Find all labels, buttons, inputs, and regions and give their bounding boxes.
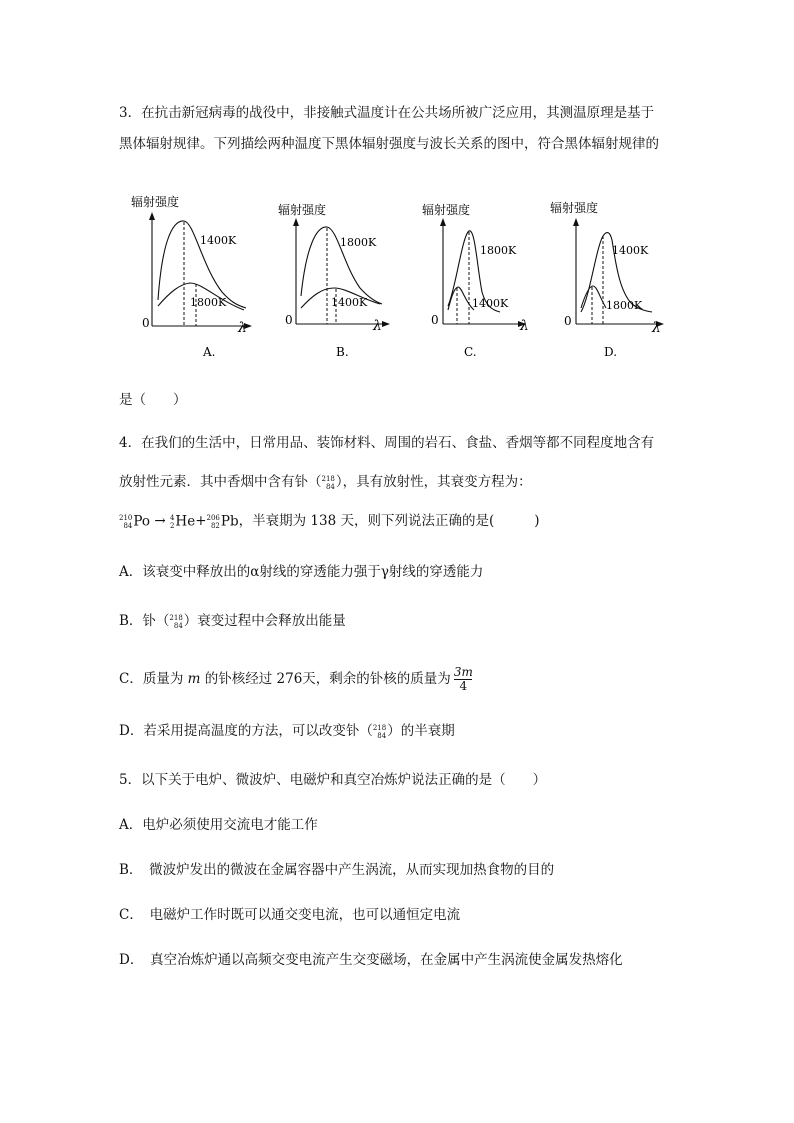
q4-option-a: A．该衰变中释放出的α射线的穿透能力强于γ射线的穿透能力 (119, 564, 484, 580)
eq-pb (207, 514, 239, 530)
graph-c-lower-label: 1400K (472, 297, 509, 310)
q4-option-c-pre: C．质量为 (119, 671, 184, 687)
eq-he-atomic: 2 (169, 521, 175, 530)
graph-a (118, 188, 258, 364)
q4-stem-line2-post: ），具有放射性，其衰变方程为： (335, 474, 532, 490)
eq-pb-mass: 206 (206, 513, 220, 522)
q4-option-c (119, 666, 473, 693)
graph-d-y-label: 辐射强度 (550, 201, 599, 215)
eq-he-mass: 4 (169, 513, 175, 522)
q5-option-b: B． 微波炉发出的微波在金属容器中产生涡流，从而实现加热食物的目的 (119, 862, 555, 878)
graph-b-svg (256, 188, 396, 364)
q4-stem-line2-pre: 放射性元素．其中香烟中含有钋（ (119, 474, 322, 490)
graph-b-x-label: λ (373, 318, 382, 334)
po-nuclide-b (169, 614, 183, 630)
graph-b-upper-label: 1800K (340, 236, 377, 249)
graph-c (410, 188, 550, 364)
po-atomic-b: 84 (173, 621, 183, 630)
eq-close: ) (534, 513, 540, 529)
eq-pb-symbol: Pb (220, 513, 239, 529)
graph-d-x-label: λ (652, 320, 661, 336)
eq-he (170, 514, 195, 530)
graph-a-x-label: λ (238, 320, 247, 336)
eq-po-atomic: 84 (123, 521, 133, 530)
q3-stem-end: 是（ ） (119, 392, 187, 408)
q4-stem-line2 (119, 472, 532, 492)
graph-a-option: A. (203, 345, 216, 359)
graph-c-x-label: λ (520, 318, 529, 334)
q4-option-b-pre: B．钋（ (119, 613, 170, 629)
q3-stem-line1: 3．在抗击新冠病毒的战役中，非接触式温度计在公共场所被广泛应用，其测温原理是基于 (119, 105, 655, 121)
eq-plus: + (195, 513, 207, 529)
graph-c-upper-label: 1800K (480, 244, 517, 257)
q4-option-d-post: ）的半衰期 (387, 723, 455, 739)
po-atomic-d: 84 (377, 731, 387, 740)
graph-d-option: D. (604, 345, 618, 359)
q5-option-a: A．电炉必须使用交流电才能工作 (119, 817, 318, 833)
frac-num: 3m (453, 665, 473, 679)
eq-arrow: → (154, 513, 166, 529)
q4-stem-line1: 4．在我们的生活中，日常用品、装饰材料、周围的岩石、食盐、香烟等都不同程度地含有 (119, 435, 655, 451)
q4-option-b-post: ）衰变过程中会释放出能量 (183, 613, 346, 629)
graph-b (256, 188, 396, 364)
graph-d-lower-label: 1800K (606, 299, 643, 312)
q5-option-d: D． 真空冶炼炉通以高频交变电流产生交变磁场，在金属中产生涡流使金属发热熔化 (119, 952, 623, 968)
po-nuclide-d (373, 724, 387, 740)
q4-option-c-m: m (187, 671, 201, 687)
graph-d-origin: 0 (564, 314, 572, 328)
graph-a-y-label: 辐射强度 (131, 195, 180, 209)
q3-stem-line2: 黑体辐射规律。下列描绘两种温度下黑体辐射强度与波长关系的图中，符合黑体辐射规律的 (119, 136, 659, 152)
q3-graphs (118, 188, 688, 364)
graph-d (548, 188, 688, 364)
q4-option-d (119, 721, 455, 741)
graph-d-upper-label: 1400K (612, 244, 649, 257)
eq-po-symbol: Po (133, 513, 151, 529)
frac-den: 4 (459, 679, 468, 693)
po-mass-b: 218 (169, 613, 183, 622)
graph-b-origin: 0 (285, 313, 293, 327)
graph-b-option: B. (336, 345, 349, 359)
graph-c-option: C. (464, 345, 477, 359)
q5-option-c: C． 电磁炉工作时既可以通交变电流，也可以通恒定电流 (119, 907, 461, 923)
graph-a-upper-label: 1400K (200, 234, 237, 247)
eq-po (119, 514, 150, 530)
eq-tail: ，半衰期为 138 天，则下列说法正确的是( (238, 513, 495, 529)
graph-a-svg (118, 188, 258, 364)
q4-option-b (119, 611, 346, 631)
graph-b-y-label: 辐射强度 (278, 203, 327, 217)
po-mass: 218 (321, 474, 335, 483)
graph-a-lower-label: 1800K (190, 296, 227, 309)
q4-equation-line (119, 511, 540, 531)
eq-po-mass: 210 (119, 513, 133, 522)
graph-c-y-label: 辐射强度 (422, 203, 471, 217)
q4-option-c-fraction (454, 666, 473, 693)
graph-d-svg (548, 188, 688, 364)
graph-a-origin: 0 (142, 316, 150, 330)
po-nuclide (322, 475, 336, 491)
graph-b-lower-label: 1400K (331, 296, 368, 309)
graph-c-origin: 0 (431, 313, 439, 327)
po-atomic: 84 (325, 482, 335, 491)
q5-stem: 5．以下关于电炉、微波炉、电磁炉和真空冶炼炉说法正确的是（ ） (119, 772, 547, 788)
graph-c-svg (410, 188, 550, 364)
eq-he-symbol: He (175, 513, 196, 529)
po-mass-d: 218 (372, 723, 387, 732)
eq-pb-atomic: 82 (210, 521, 220, 530)
q4-option-d-pre: D．若采用提高温度的方法，可以改变钋（ (119, 723, 373, 739)
q4-option-c-mid: 的钋核经过 276天，剩余的钋核的质量为 (204, 671, 451, 687)
